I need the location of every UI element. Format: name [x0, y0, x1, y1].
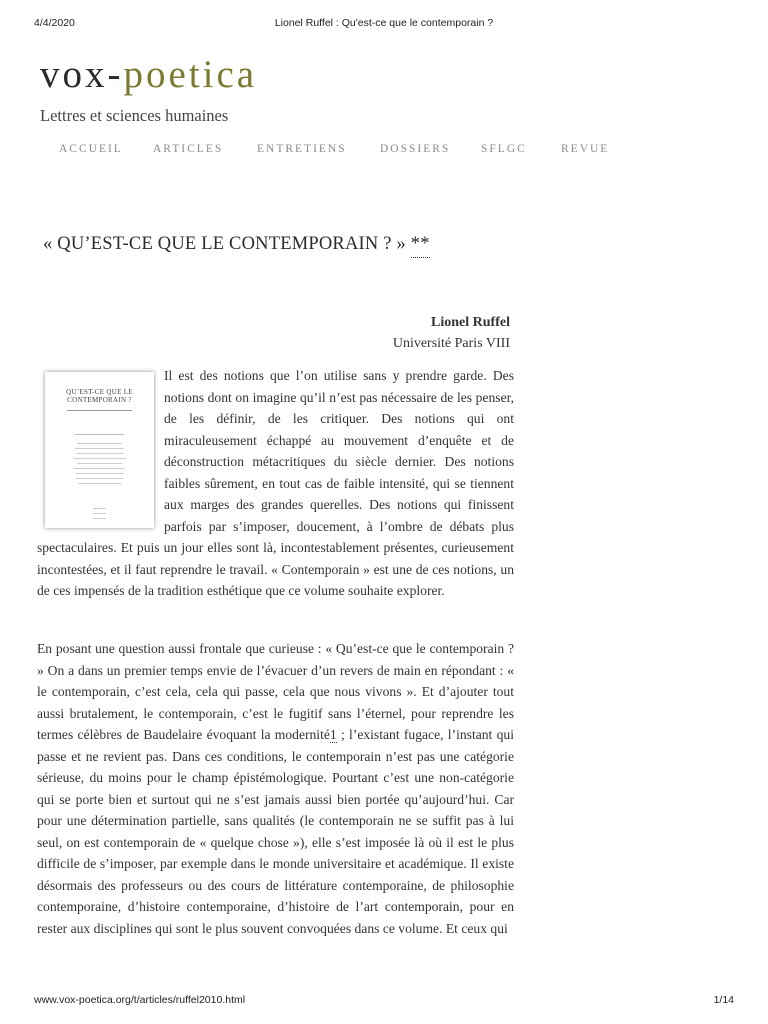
nav-item-revue[interactable]: REVUE: [561, 143, 610, 155]
cover-rule: [75, 434, 124, 435]
page-counter: 1/14: [713, 994, 734, 1006]
paragraph-1-text: Il est des notions que l’on utilise sans y prendre garde. Des notions dont on imagine qu’il n’est pas nécessaire de les penser, de les définir, de les critiquer. Des notions qui ont miraculeusement échappé au mouvement d’enquête et de déconstruction métacritiques du siècle dernier. Des notions faibles sûrement, en tout cas de faible intensité, qui se tiennent aux marges des grandes querelles. Des notions qui finissent parfois par s’imposer, doucement, à l’ombre de débats plus spectaculaires. Et puis un jour elles sont là, incontestablement présentes, curieusement incontestées, et il faut reprendre le travail. « Contemporain » est une de ces notions, un de ces impensés de la tradition esthétique que ce volume souhaite explorer.: [37, 368, 514, 598]
cover-text-line: [77, 463, 122, 464]
cover-publisher-line: [93, 508, 106, 509]
author-block: [393, 312, 510, 354]
article-title: [43, 234, 430, 255]
author-affiliation: Université Paris VIII: [392, 336, 510, 351]
print-url: www.vox-poetica.org/t/articles/ruffel2010.html: [34, 994, 246, 1006]
site-tagline: Lettres et sciences humaines: [40, 106, 229, 125]
cover-text-line: [77, 443, 122, 444]
nav-item-entretiens[interactable]: ENTRETIENS: [257, 143, 347, 155]
nav-item-dossiers[interactable]: DOSSIERS: [380, 143, 451, 155]
logo-vox: vox-: [40, 53, 124, 96]
author-name: Lionel Ruffel: [431, 315, 510, 330]
paragraph-2-text-b: ; l’existant fugace, l’instant qui passe et ne revient pas. Dans ces conditions, le contemporain n’est pas une catégorie sérieuse, du moins pour le champ épistémologique. Pourtant c’est une non-catégorie qui se porte bien et surtout qui ne s’est jamais aussi bien portée qu’aujourd’hui. Car pour une détermination partielle, sans qualités (le contemporain ne se suffit pas à lui seul, on est contemporain de « quelque chose »), elle s’est imposée là où il est le plus difficile de s’imposer, par exemple dans le monde universitaire et académique. Il existe désormais des professeurs ou des cours de littérature contemporaine, de philosophie contemporaine, d’histoire contemporaine, d’histoire de l’art contemporain, pour en rester aux disciplines qui sont le plus souvent convoquées dans ce volume. Et ceux qui: [37, 727, 514, 936]
paragraph-2: [37, 638, 514, 939]
footnote-link-1[interactable]: 1: [329, 727, 337, 742]
nav-item-accueil[interactable]: ACCUEIL: [59, 143, 123, 155]
cover-text-line: [75, 473, 124, 474]
cover-rule: [67, 410, 132, 411]
article-title-text: « QU’EST-CE QUE LE CONTEMPORAIN ? »: [43, 234, 411, 254]
nav-item-sflgc[interactable]: SFLGC: [481, 143, 527, 155]
cover-text-line: [78, 483, 121, 484]
print-page-title: Lionel Ruffel : Qu'est-ce que le contemporain ?: [274, 17, 494, 29]
cover-text-line: [74, 468, 125, 469]
book-cover-image: [45, 372, 154, 528]
cover-text-line: [76, 453, 123, 454]
cover-publisher-line: [93, 513, 106, 514]
print-header: [0, 17, 768, 31]
cover-publisher-line: [93, 518, 106, 519]
print-date: 4/4/2020: [34, 17, 75, 29]
cover-text-line: [76, 478, 123, 479]
title-footnote-link[interactable]: **: [411, 234, 430, 258]
cover-text-line: [75, 448, 124, 449]
logo-poetica: poetica: [123, 53, 258, 96]
cover-text-line: [73, 458, 126, 459]
cover-title: QU’EST-CE QUE LE CONTEMPORAIN ?: [66, 388, 133, 404]
paragraph-2-text-a: En posant une question aussi frontale que curieuse : « Qu’est-ce que le contemporain ? » On a dans un premier temps envie de l’évacuer d’un revers de main en répondant : « le contemporain, c’est cela, cela qui passe, cela que nous vivons ». Et d’ajouter tout aussi brutalement, le contemporain, c’est le fugitif sans l’éternel, pour reprendre les termes célèbres de Baudelaire évoquant la modernité: [37, 641, 514, 742]
print-footer: [0, 994, 768, 1008]
site-logo[interactable]: [40, 55, 257, 94]
nav-item-articles[interactable]: ARTICLES: [153, 143, 224, 155]
